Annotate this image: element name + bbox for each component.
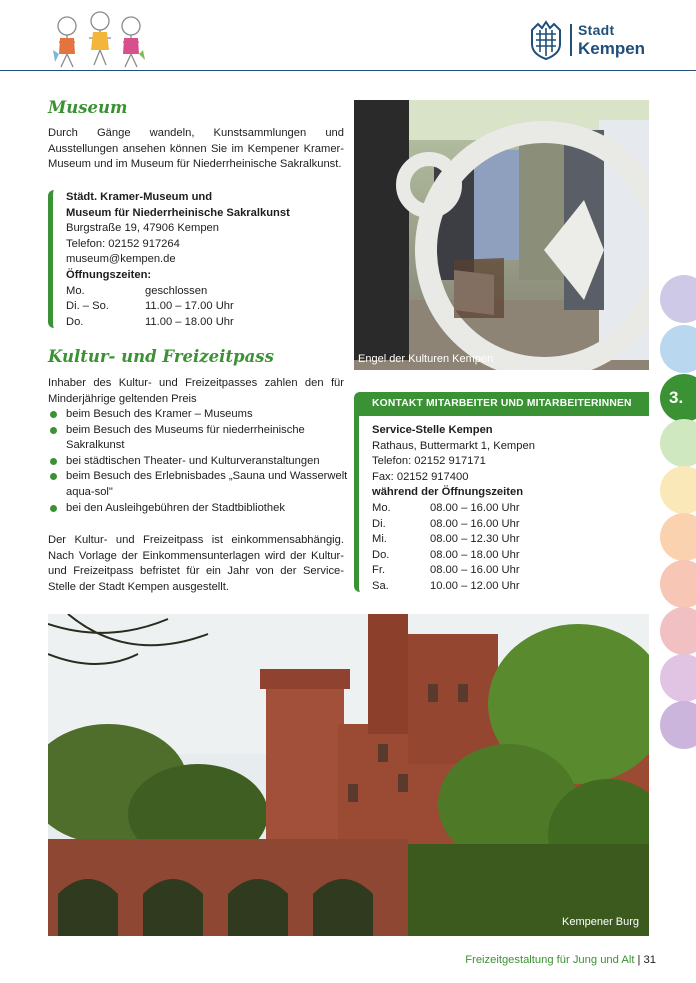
stadt-kempen-logo: [528, 18, 653, 62]
hours-time: 08.00 – 12.30 Uhr: [430, 533, 520, 546]
hours-day: Do.: [372, 548, 390, 561]
contact-hours-row: [372, 548, 647, 564]
chapter-tab[interactable]: [660, 275, 696, 323]
chapter-tab[interactable]: [660, 325, 696, 373]
footer-separator: |: [637, 954, 641, 966]
list-item: beim Besuch des Museums für niederrheinische Sakralkunst: [48, 423, 348, 454]
museum-address: Burgstraße 19, 47906 Kempen: [66, 222, 219, 235]
hours-time: geschlossen: [145, 284, 208, 297]
museum-phone: Telefon: 02152 917264: [66, 237, 180, 250]
contact-name: Service-Stelle Kempen: [372, 424, 493, 436]
museum-name-line2: Museum für Niederrheinische Sakralkunst: [66, 206, 290, 219]
chapter-tab[interactable]: [660, 513, 696, 561]
contact-hours-row: [372, 563, 647, 579]
hours-day: Sa.: [372, 579, 389, 592]
logo-text-stadt: Stadt: [578, 22, 615, 38]
contact-hours-row: [372, 532, 647, 548]
museum-name-line1: Städt. Kramer-Museum und: [66, 191, 213, 203]
hours-day: Di.: [372, 517, 386, 530]
museum-hours-row: [66, 315, 336, 331]
chapter-tab[interactable]: [660, 466, 696, 514]
hours-time: 11.00 – 18.00 Uhr: [145, 315, 234, 328]
list-item: bei städtischen Theater- und Kulturveranstaltungen: [48, 454, 348, 470]
burg-photo-illustration: [48, 614, 649, 936]
footer-title: Freizeitgestaltung für Jung und Alt: [465, 954, 635, 966]
chapter-tab[interactable]: [660, 654, 696, 702]
chapter-tab[interactable]: [660, 560, 696, 608]
list-item: beim Besuch des Kramer – Museums: [48, 407, 348, 423]
museum-heading: Museum: [48, 98, 128, 117]
chapter-tab[interactable]: [660, 701, 696, 749]
contact-box-title: KONTAKT MITARBEITER UND MITARBEITERINNEN: [359, 392, 649, 416]
museum-email[interactable]: museum@kempen.de: [66, 253, 176, 266]
list-item: beim Besuch des Erlebnisbades „Sauna und Wasserwelt aqua-sol": [48, 469, 348, 500]
hours-day: Fr.: [372, 564, 386, 577]
hours-day: Di. – So.: [66, 300, 109, 313]
hours-time: 08.00 – 16.00 Uhr: [430, 517, 520, 530]
children-illustration: [45, 10, 155, 70]
museum-intro: Durch Gänge wandeln, Kunstsammlungen und Ausstellungen ansehen können Sie im Kempener Kramer-Museum und im Museum für Niederrheinische Sakralkunst.: [48, 127, 344, 171]
list-item: bei den Ausleihgebühren der Stadtbibliothek: [48, 501, 348, 517]
page-footer: [465, 954, 656, 966]
museum-hours-row: [66, 284, 336, 300]
contact-hours-label: während der Öffnungszeiten: [372, 486, 524, 499]
contact-fax: Fax: 02152 917400: [372, 470, 469, 483]
photo-caption: Kempener Burg: [562, 916, 640, 928]
contact-address: Rathaus, Buttermarkt 1, Kempen: [372, 439, 535, 452]
kulturpass-outro: Der Kultur- und Freizeitpass ist einkommensabhängig. Nach Vorlage der Einkommensunterlagen wird der Kultur- und Freizeitpass befristet für ein Jahr von der Service-Stelle der Stadt Kempen ausgestellt.: [48, 534, 344, 593]
chapter-tab-active[interactable]: [660, 374, 696, 422]
logo-text-kempen: Kempen: [578, 39, 646, 58]
kulturpass-intro: Inhaber des Kultur- und Freizeitpasses zahlen den für Minderjährige geltenden Preis: [48, 377, 344, 405]
hours-day: Mo.: [372, 501, 391, 514]
contact-box: [354, 392, 654, 592]
engel-photo-illustration: [354, 100, 649, 370]
chapter-tab[interactable]: [660, 419, 696, 467]
coat-of-arms-icon: [528, 20, 564, 60]
hours-day: Do.: [66, 315, 84, 328]
hours-day: Mo.: [66, 284, 85, 297]
page-number: 31: [643, 954, 656, 966]
hours-day: Mi.: [372, 533, 387, 546]
kulturpass-heading: Kultur- und Freizeitpass: [48, 347, 274, 366]
museum-hours-label: Öffnungszeiten:: [66, 268, 152, 281]
contact-hours-row: [372, 579, 647, 595]
hours-time: 08.00 – 16.00 Uhr: [430, 564, 520, 577]
logo-divider: [570, 24, 572, 56]
chapter-number: 3.: [669, 388, 684, 407]
engel-der-kulturen-photo: [354, 100, 649, 370]
hours-time: 10.00 – 12.00 Uhr: [430, 579, 520, 592]
kempener-burg-photo: [48, 614, 649, 936]
photo-caption: Engel der Kulturen Kempen: [358, 353, 494, 365]
hours-time: 08.00 – 18.00 Uhr: [430, 548, 520, 561]
museum-hours-row: [66, 299, 336, 315]
hours-time: 08.00 – 16.00 Uhr: [430, 501, 520, 514]
museum-info-box: [48, 190, 343, 328]
header-rule: [0, 70, 696, 71]
contact-hours-row: [372, 517, 647, 533]
contact-phone: Telefon: 02152 917171: [372, 455, 486, 468]
chapter-tab[interactable]: [660, 607, 696, 655]
hours-time: 11.00 – 17.00 Uhr: [145, 300, 234, 313]
kulturpass-benefits-list: [48, 407, 348, 516]
contact-hours-row: [372, 501, 647, 517]
